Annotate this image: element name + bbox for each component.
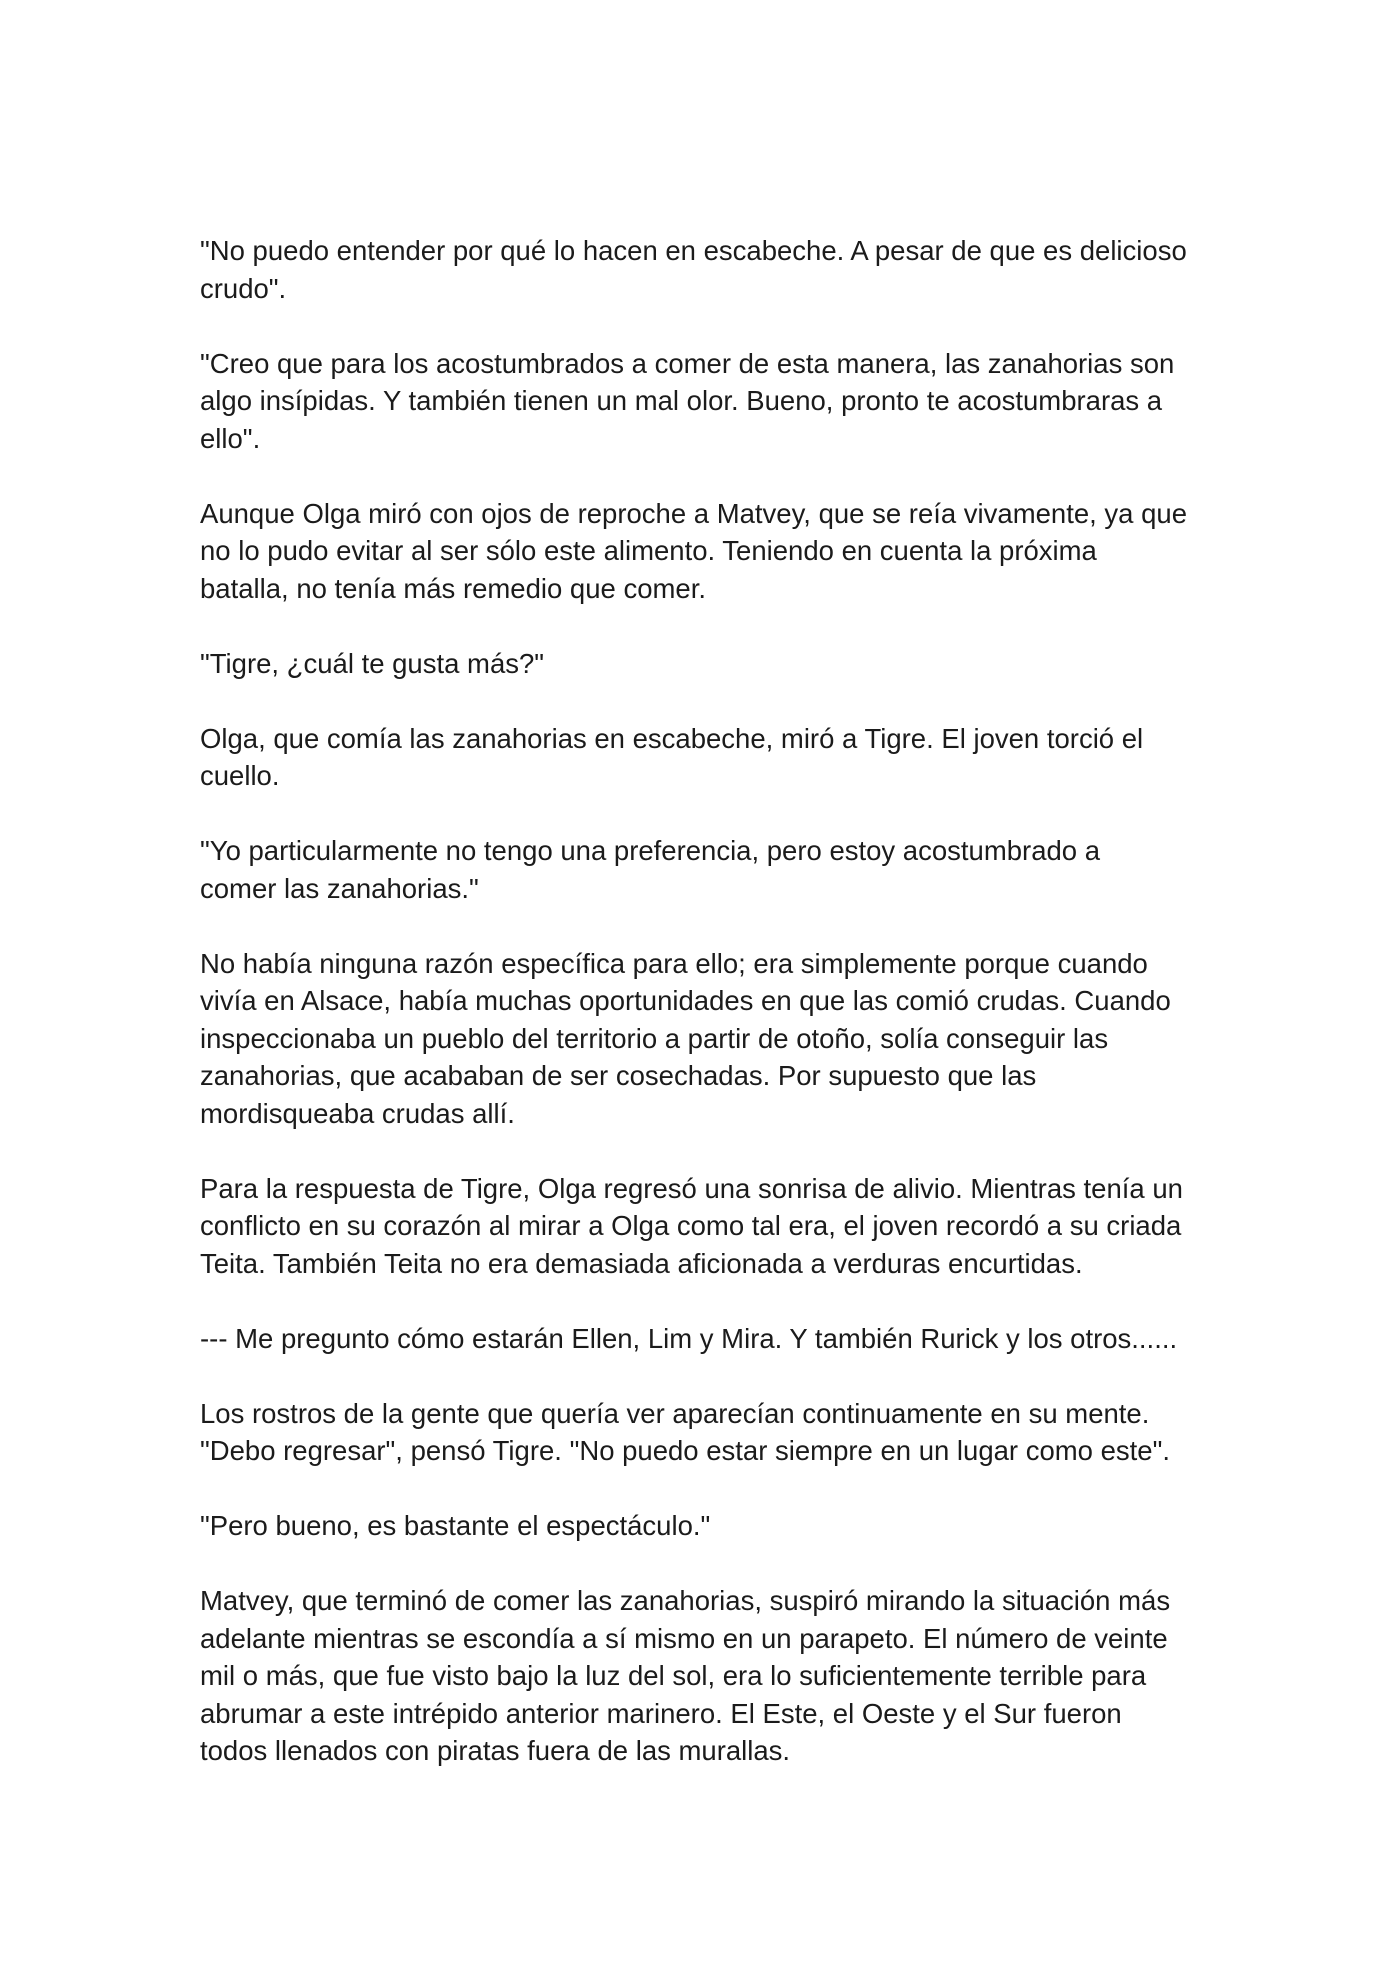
text-line: algo insípidas. Y también tienen un mal olor. Bueno, pronto te acostumbraras a [200,385,1163,416]
text-line: Para la respuesta de Tigre, Olga regresó una sonrisa de alivio. Mientras tenía un [200,1172,1183,1204]
text-line: adelante mientras se escondía a sí mismo en un parapeto. El número de veinte [200,1622,1168,1654]
text-line: "Yo particularmente no tengo una preferencia, pero estoy acostumbrado a [200,835,1101,866]
text-line: mordisqueaba crudas allí. [200,1097,515,1129]
text-line: "Debo regresar", pensó Tigre. "No puedo estar siempre en un lugar como este". [200,1435,1170,1466]
text-line: comer las zanahorias." [200,872,479,904]
text-line: --- Me pregunto cómo estarán Ellen, Lim y Mira. Y también Rurick y los otros...... [200,1322,1178,1354]
paragraph [200,1395,1210,1470]
text-line: "No puedo entender por qué lo hacen en escabeche. A pesar de que es delicioso [200,235,1187,266]
text-line: ello". [200,422,261,454]
text-line: no lo pudo evitar al ser sólo este alimento. Teniendo en cuenta la próxima [200,535,1097,566]
text-line: Matvey, que terminó de comer las zanahorias, suspiró mirando la situación más [200,1585,1171,1616]
text-line: No había ninguna razón específica para ello; era simplemente porque cuando [200,947,1148,979]
text-line: Teita. También Teita no era demasiada aficionada a verduras encurtidas. [200,1247,1083,1279]
text-line: vivía en Alsace, había muchas oportunidades en que las comió crudas. Cuando [200,985,1171,1016]
paragraph [200,645,1210,683]
document-page [200,232,1210,1807]
paragraph [200,1170,1210,1283]
paragraph [200,720,1210,795]
paragraph [200,945,1210,1133]
paragraph [200,1582,1210,1770]
text-line: zanahorias, que acababan de ser cosechadas. Por supuesto que las [200,1060,1037,1091]
text-line: batalla, no tenía más remedio que comer. [200,572,706,604]
text-line: "Tigre, ¿cuál te gusta más?" [200,647,545,679]
text-line: Olga, que comía las zanahorias en escabeche, miró a Tigre. El joven torció el [200,722,1144,754]
text-line: Los rostros de la gente que quería ver aparecían continuamente en su mente. [200,1397,1150,1429]
paragraph [200,1507,1210,1545]
paragraph [200,1320,1210,1358]
paragraph [200,832,1210,907]
text-line: "Creo que para los acostumbrados a comer de esta manera, las zanahorias son [200,347,1175,379]
text-line: todos llenados con piratas fuera de las murallas. [200,1735,791,1766]
text-line: abrumar a este intrépido anterior marinero. El Este, el Oeste y el Sur fueron [200,1697,1122,1729]
text-line: "Pero bueno, es bastante el espectáculo." [200,1510,711,1541]
text-line: conflicto en su corazón al mirar a Olga como tal era, el joven recordó a su criada [200,1210,1182,1241]
text-line: cuello. [200,760,280,791]
text-line: Aunque Olga miró con ojos de reproche a Matvey, que se reía vivamente, ya que [200,497,1187,529]
text-line: mil o más, que fue visto bajo la luz del sol, era lo suficientemente terrible para [200,1660,1147,1691]
paragraph [200,345,1210,458]
text-line: crudo". [200,272,287,304]
paragraph [200,232,1210,307]
paragraph [200,495,1210,608]
text-line: inspeccionaba un pueblo del territorio a partir de otoño, solía conseguir las [200,1022,1109,1054]
